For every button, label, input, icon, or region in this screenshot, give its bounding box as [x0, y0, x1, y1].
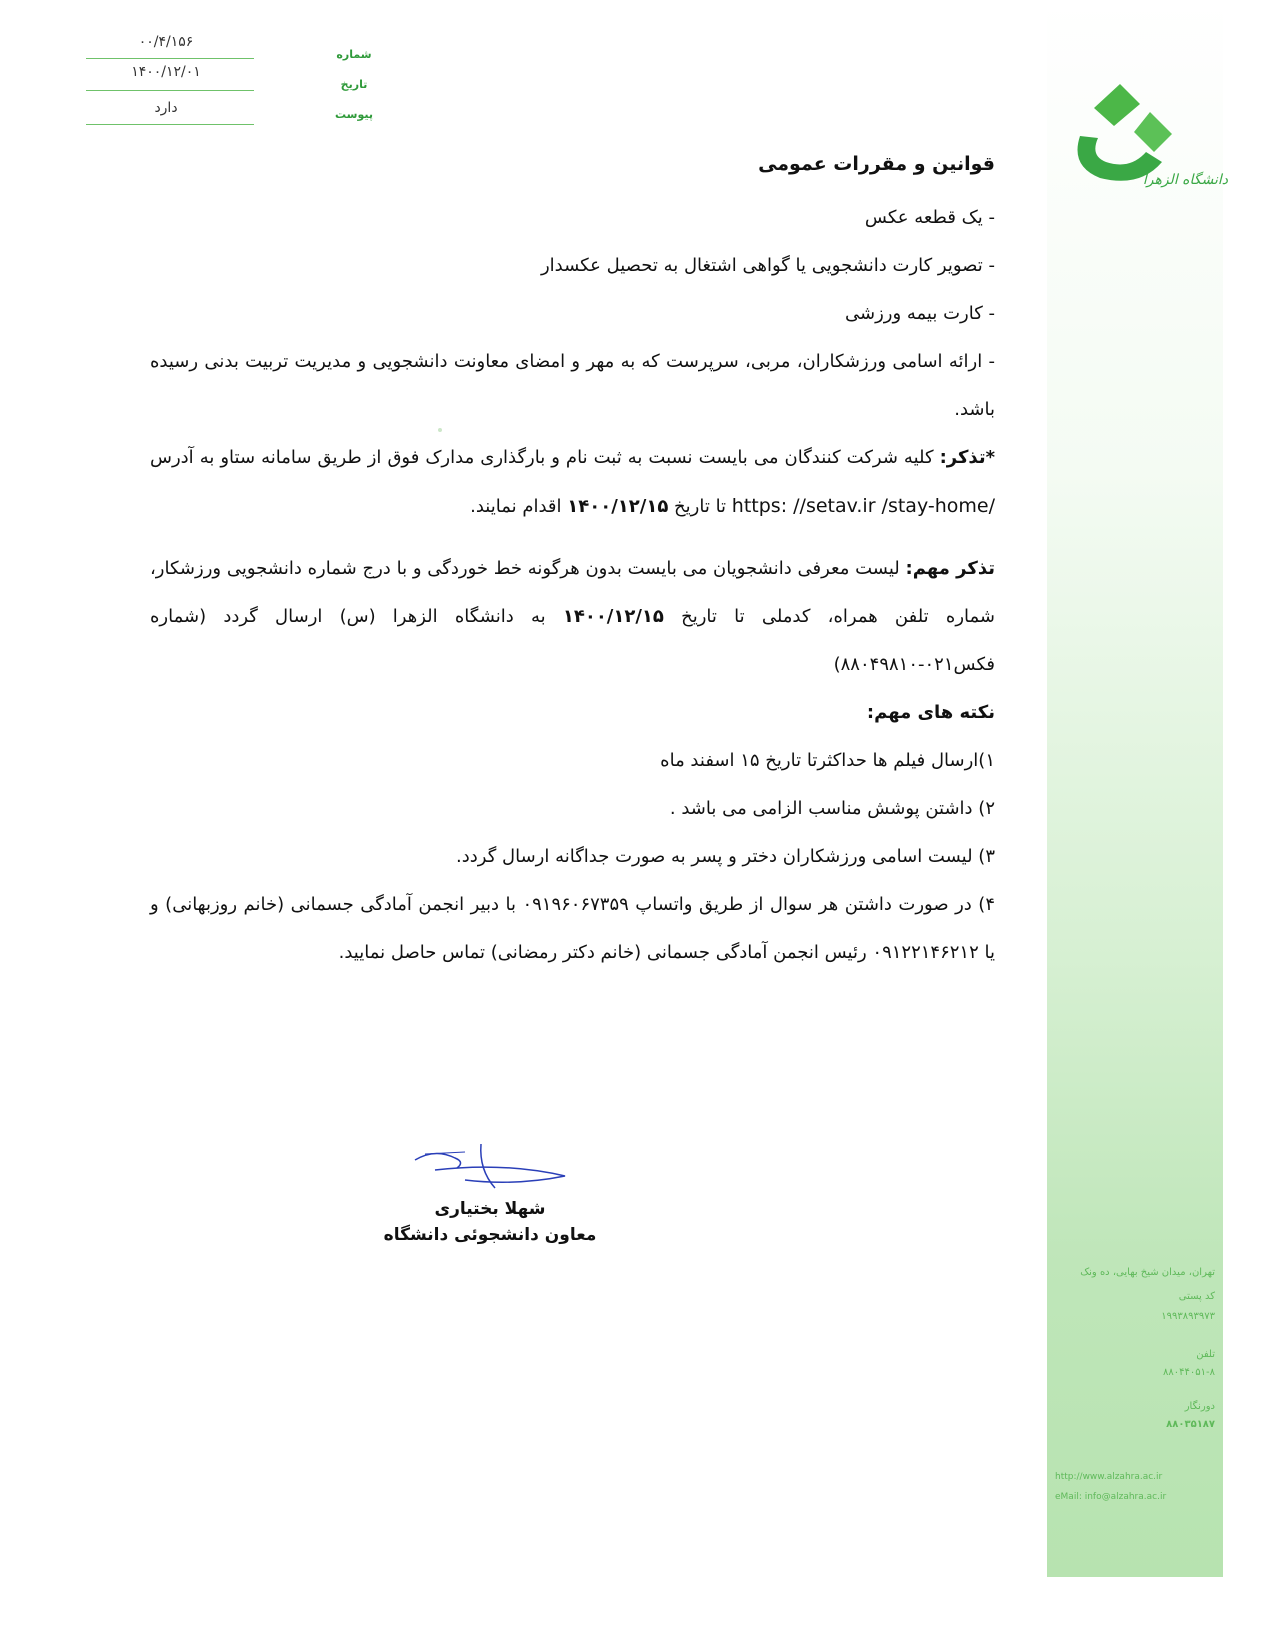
meta-label-date: تاریخ — [340, 78, 368, 91]
requirement-item: - ارائه اسامی ورزشکاران، مربی، سرپرست که به مهر و امضای معاونت دانشجویی و مدیریت تربیت بدنی رسیده باشد. — [150, 351, 995, 420]
requirement-item: - یک قطعه عکس — [864, 207, 995, 228]
note-item: ۴) در صورت داشتن هر سوال از طریق واتساپ ۰۹۱۹۶۰۶۷۳۵۹ با دبیر انجمن آمادگی جسمانی (خانم روزبهانی) و یا ۰۹۱۲۲۱۴۶۲۱۲ رئیس انجمن آمادگی جسمانی (خانم دکتر رمضانی) تماس حاصل نمایید. — [150, 894, 995, 963]
notice-label: *تذکر: — [939, 447, 995, 468]
meta-label-number: شماره — [336, 48, 372, 61]
footer-web[interactable]: http://www.alzahra.ac.ir — [1055, 1472, 1163, 1482]
notice-label: تذکر مهم: — [905, 558, 995, 579]
meta-divider — [86, 90, 254, 91]
meta-labels — [324, 40, 384, 130]
footer-phone: ۸۸۰۴۴۰۵۱-۸ — [1163, 1367, 1215, 1378]
notice-text: اقدام نمایند. — [470, 496, 568, 517]
notice-deadline: ۱۴۰۰/۱۲/۱۵ — [562, 606, 664, 627]
green-side-strip — [1047, 0, 1223, 1577]
footer-fax: ۸۸۰۳۵۱۸۷ — [1166, 1419, 1215, 1430]
letter-attachment: دارد — [154, 100, 178, 116]
notice-important — [150, 545, 995, 689]
notice-registration — [150, 434, 995, 531]
footer-email[interactable]: eMail: info@alzahra.ac.ir — [1055, 1492, 1167, 1502]
footer-fax-label: دورنگار — [1184, 1401, 1215, 1412]
note-item: ۱)ارسال فیلم ها حداکثرتا تاریخ ۱۵ اسفند ماه — [660, 750, 995, 771]
letter-date: ۱۴۰۰/۱۲/۰۱ — [131, 64, 201, 80]
page-title: قوانین و مقررات عمومی — [758, 153, 995, 175]
notice-text: تا تاریخ — [668, 496, 732, 517]
requirement-item: - کارت بیمه ورزشی — [844, 303, 995, 324]
signatory-block — [380, 1196, 600, 1248]
logo-caption: دانشگاه الزهرا — [1142, 172, 1228, 188]
notice-text: لیست معرفی دانشجویان می بایست بدون هرگونه خط خوردگی و با درج شماره دانشجویی ورزشکار، شماره تلفن همراه، کدملی تا تاریخ — [150, 558, 995, 627]
setav-link[interactable]: https: //setav.ir /stay-home/ — [731, 495, 995, 517]
meta-divider — [86, 124, 254, 125]
letter-number: ۰۰/۴/۱۵۶ — [138, 34, 194, 50]
notice-text: به دانشگاه الزهرا (س) ارسال گردد (شماره فکس۰۲۱-۸۸۰۴۹۸۱۰) — [150, 606, 995, 675]
meta-label-attachment: پیوست — [335, 108, 373, 121]
notice-text: کلیه شرکت کنندگان می بایست نسبت به ثبت نام و بارگذاری مدارک فوق از طریق سامانه ستاو به آدرس — [150, 447, 940, 468]
spacer — [150, 531, 995, 545]
footer-address: تهران، میدان شیخ بهایی، ده ونک — [1080, 1267, 1215, 1278]
letter-body — [150, 140, 995, 977]
requirement-item: - تصویر کارت دانشجویی یا گواهی اشتغال به تحصیل عکسدار — [540, 255, 995, 276]
signatory-name: شهلا بختیاری — [434, 1199, 546, 1219]
footer-phone-label: تلفن — [1196, 1349, 1215, 1360]
meta-divider — [86, 58, 254, 59]
note-item: ۳) لیست اسامی ورزشکاران دختر و پسر به صورت جداگانه ارسال گردد. — [456, 846, 995, 867]
signatory-position: معاون دانشجوئی دانشگاه — [383, 1225, 597, 1245]
footer-postal: ۱۹۹۳۸۹۳۹۷۳ — [1161, 1311, 1215, 1322]
letter-meta — [86, 34, 373, 134]
notes-title: نکته های مهم: — [866, 702, 995, 723]
footer-postal-label: کد پستی — [1178, 1291, 1215, 1302]
notice-deadline: ۱۴۰۰/۱۲/۱۵ — [567, 496, 669, 517]
note-item: ۲) داشتن پوشش مناسب الزامی می باشد . — [669, 798, 995, 819]
